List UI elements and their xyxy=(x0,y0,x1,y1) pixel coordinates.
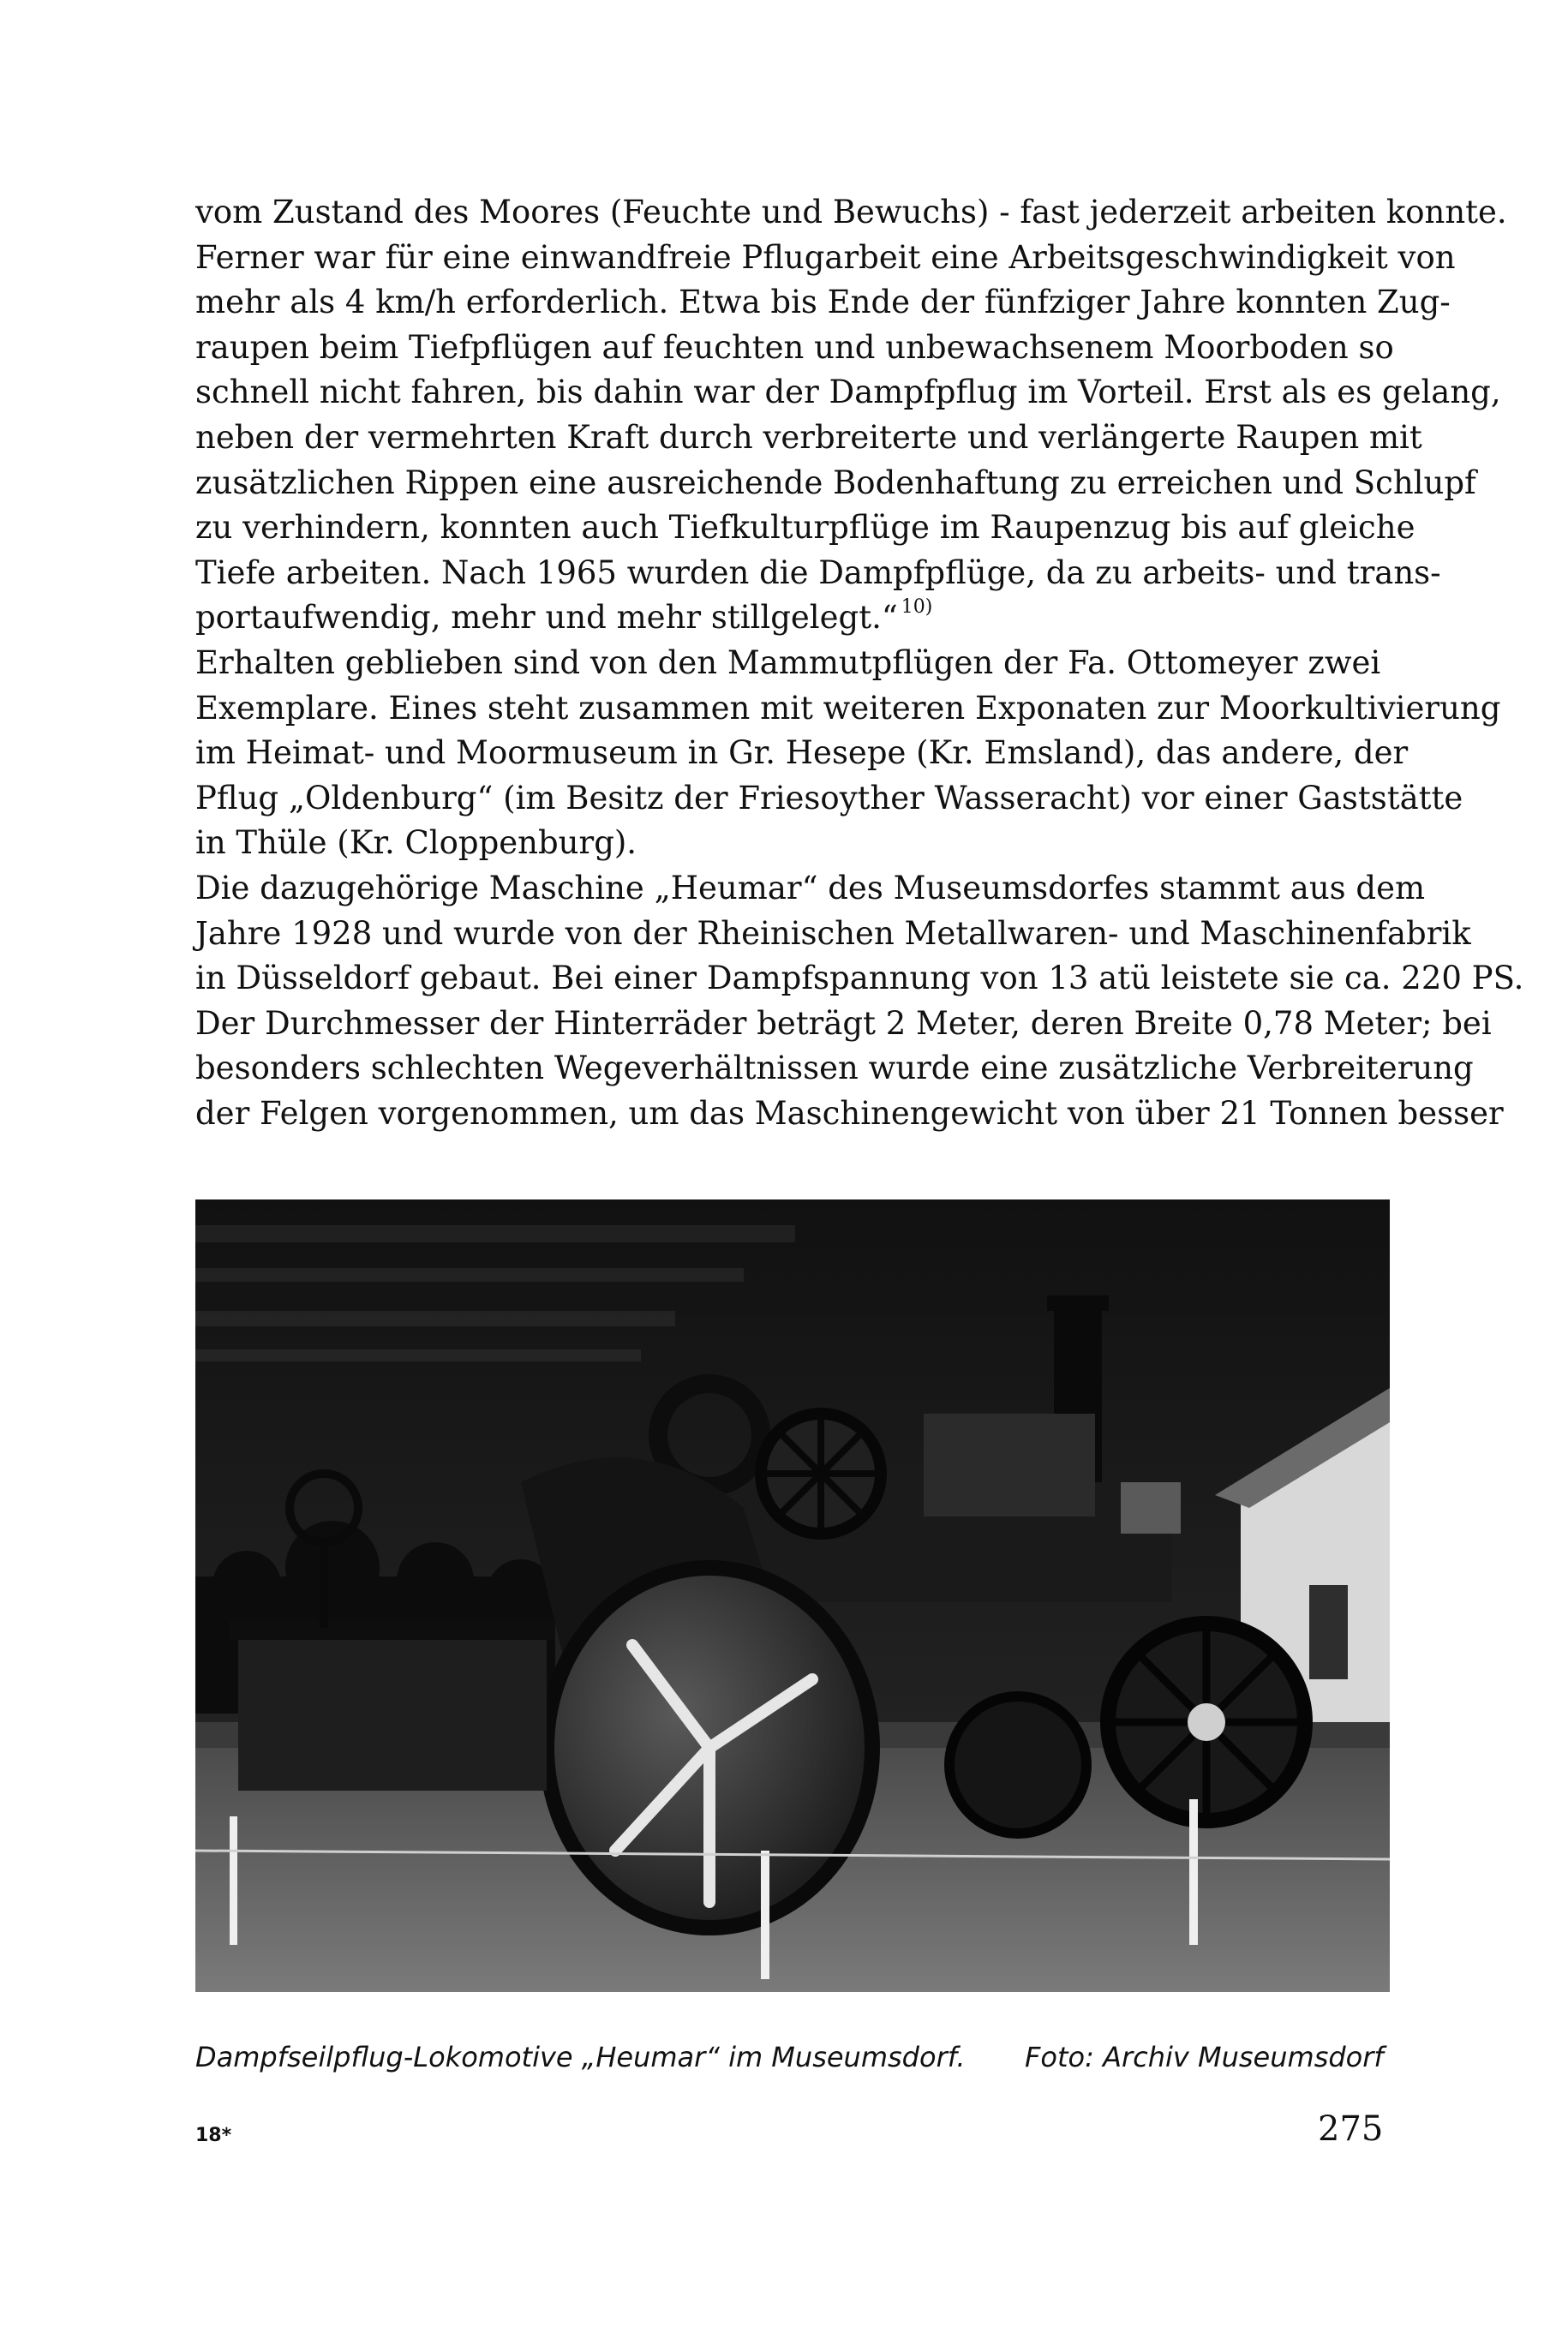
text-line: Die dazugehörige Maschine „Heumar“ des Museumsdorfes stammt aus dem xyxy=(195,869,1426,906)
footnote-reference: 10) xyxy=(901,596,933,619)
text-line: Exemplare. Eines steht zusammen mit weiteren Exponaten zur Moorkultivierung xyxy=(195,689,1501,727)
text-line: raupen beim Tiefpflügen auf feuchten und unbewachsenem Moorboden so xyxy=(195,328,1394,366)
page-number: 275 xyxy=(1318,2109,1384,2149)
text-line: Tiefe arbeiten. Nach 1965 wurden die Dampfpflüge, da zu arbeits- und trans- xyxy=(195,553,1441,591)
text-line-content: portaufwendig, mehr und mehr stillgelegt.“ xyxy=(195,599,898,637)
text-line: der Felgen vorgenommen, um das Maschinengewicht von über 21 Tonnen besser xyxy=(195,1094,1504,1132)
text-line: zu verhindern, konnten auch Tiefkulturpflüge im Raupenzug bis auf gleiche xyxy=(195,509,1415,547)
body-text xyxy=(195,190,1524,1136)
text-line: in Düsseldorf gebaut. Bei einer Dampfspannung von 13 atü leistete sie ca. 220 PS. xyxy=(195,960,1524,997)
text-line: schnell nicht fahren, bis dahin war der Dampfpflug im Vorteil. Erst als es gelang, xyxy=(195,374,1501,411)
photo-credit: Foto: Archiv Museumsdorf xyxy=(1025,2041,1384,2073)
text-line: Pflug „Oldenburg“ (im Besitz der Friesoyther Wasseracht) vor einer Gaststätte xyxy=(195,779,1463,817)
text-line: besonders schlechten Wegeverhältnissen wurde eine zusätzliche Verbreiterung xyxy=(195,1050,1474,1087)
steam-plow-locomotive-photo xyxy=(195,1199,1390,1992)
text-line: Der Durchmesser der Hinterräder beträgt 2 Meter, deren Breite 0,78 Meter; bei xyxy=(195,1004,1492,1042)
text-line: Erhalten geblieben sind von den Mammutpflügen der Fa. Ottomeyer zwei xyxy=(195,643,1381,681)
text-line xyxy=(195,595,1376,641)
text-line: im Heimat- und Moormuseum in Gr. Hesepe (Kr. Emsland), das andere, der xyxy=(195,734,1409,772)
text-line: vom Zustand des Moores (Feuchte und Bewuchs) - fast jederzeit arbeiten konnte. xyxy=(195,194,1507,230)
text-line: zusätzlichen Rippen eine ausreichende Bodenhaftung zu erreichen und Schlupf xyxy=(195,464,1476,501)
photograph-steam-locomotive xyxy=(195,1199,1390,1992)
text-line: mehr als 4 km/h erforderlich. Etwa bis Ende der fünfziger Jahre konnten Zug- xyxy=(195,284,1451,321)
printer-signature-mark: 18* xyxy=(195,2125,232,2146)
figure-caption: Dampfseilpflug-Lokomotive „Heumar“ im Museumsdorf. xyxy=(195,2041,966,2073)
text-line: Ferner war für eine einwandfreie Pflugarbeit eine Arbeitsgeschwindigkeit von xyxy=(195,238,1456,276)
text-line: neben der vermehrten Kraft durch verbreiterte und verlängerte Raupen mit xyxy=(195,418,1422,456)
text-line: in Thüle (Kr. Cloppenburg). xyxy=(195,824,637,862)
text-line: Jahre 1928 und wurde von der Rheinischen Metallwaren- und Maschinenfabrik xyxy=(195,914,1471,952)
